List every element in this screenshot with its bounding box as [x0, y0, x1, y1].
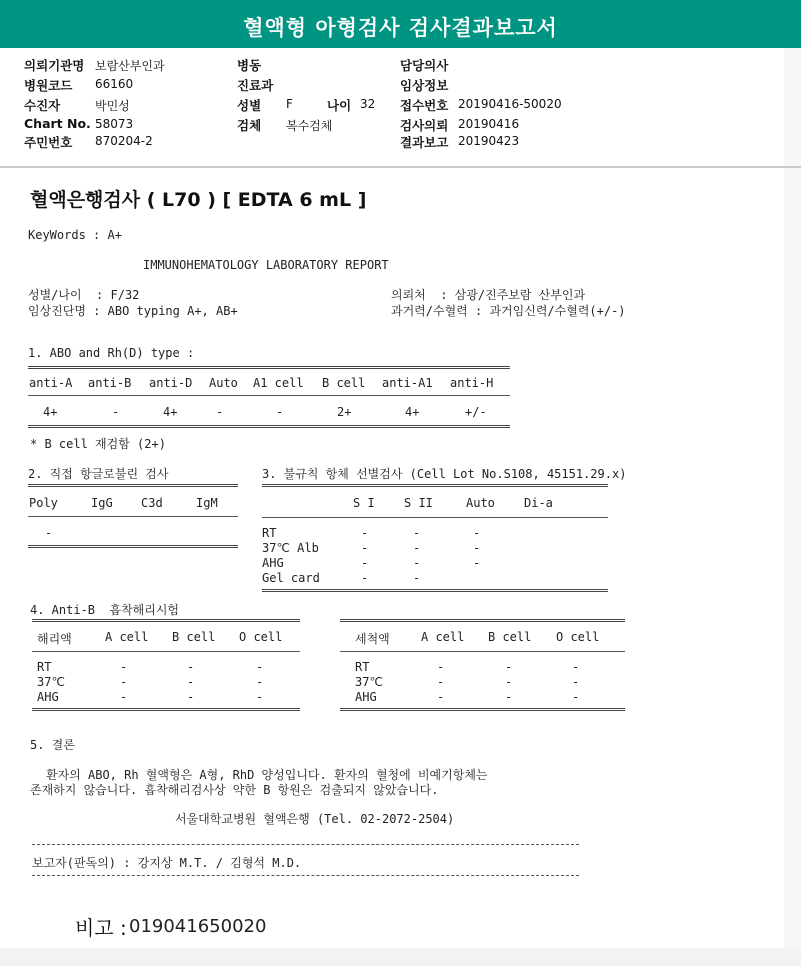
header-value: 66160: [95, 77, 134, 91]
header-value: 58073: [95, 117, 134, 131]
s1-header: anti-A: [29, 376, 73, 390]
s3-cell: -: [413, 526, 421, 540]
s4-cell: -: [256, 660, 264, 674]
s4-cell: -: [505, 660, 513, 674]
s1-value: -: [216, 405, 224, 419]
header-label: 진료과: [237, 78, 274, 93]
s4-cell: -: [187, 675, 195, 689]
s1-value: 2+: [337, 405, 352, 419]
s1-value: 4+: [163, 405, 178, 419]
header-label: 병원코드: [24, 78, 73, 93]
s1-header: anti-H: [450, 376, 494, 390]
s3-cell: -: [361, 556, 369, 570]
s1-header: B cell: [322, 376, 366, 390]
s3-cell: -: [413, 571, 421, 585]
section-title: 혈액은행검사 ( L70 ) [ EDTA 6 mL ]: [30, 189, 367, 211]
header-value: 20190423: [458, 134, 520, 148]
s2-header: C3d: [141, 496, 163, 510]
s3-cell: -: [473, 556, 481, 570]
header-label: Chart No.: [24, 116, 91, 131]
s4-row-label: AHG: [37, 690, 59, 704]
s3-row-label: AHG: [262, 556, 284, 570]
remark-label: 비고 :: [75, 916, 127, 940]
rule: [262, 589, 608, 592]
s3-cell: -: [361, 571, 369, 585]
rule: [340, 651, 625, 652]
s3-row-label: 37℃ Alb: [262, 541, 319, 555]
header-label: 검체: [237, 118, 262, 133]
rule: [28, 395, 510, 396]
s1-note: * B cell 재검함 (2+): [30, 437, 166, 451]
header-label: 나이: [327, 98, 352, 113]
s3-header: Di-a: [524, 496, 553, 510]
s4-header: O cell: [239, 630, 283, 644]
rule: [32, 708, 300, 711]
s4-row-label: RT: [37, 660, 52, 674]
s4-cell: -: [187, 660, 195, 674]
header-label: 주민번호: [24, 135, 73, 150]
s3-cell: -: [473, 526, 481, 540]
remark-value: 019041650020: [129, 916, 267, 937]
bottom-bar: [0, 948, 801, 966]
header-label: 담당의사: [400, 58, 449, 73]
s4-cell: -: [572, 660, 580, 674]
section-3-title: 3. 불규칙 항체 선별검사 (Cell Lot No.S108, 45151.29.x): [262, 467, 627, 481]
s1-header: Auto: [209, 376, 238, 390]
s1-value: -: [276, 405, 284, 419]
reporter: 보고자(판독의) : 강지상 M.T. / 김형석 M.D.: [32, 856, 302, 870]
s4-row-label: 37℃: [37, 675, 65, 689]
rule: [32, 619, 300, 622]
s4-cell: -: [437, 675, 445, 689]
rule: [28, 545, 238, 548]
s1-header: A1 cell: [253, 376, 304, 390]
s3-row-label: RT: [262, 526, 277, 540]
s4-cell: -: [120, 690, 128, 704]
s4-cell: -: [120, 660, 128, 674]
header-divider: [0, 166, 801, 168]
header-value: 20190416-50020: [458, 97, 562, 111]
rule: [340, 708, 625, 711]
s4-cell: -: [120, 675, 128, 689]
header-value: 보람산부인과: [95, 59, 165, 73]
s4-header: O cell: [556, 630, 600, 644]
s3-cell: -: [413, 541, 421, 555]
rule: [32, 875, 579, 876]
rule: [262, 517, 608, 518]
s3-cell: -: [413, 556, 421, 570]
s3-header: S II: [404, 496, 433, 510]
header-label: 결과보고: [400, 135, 449, 150]
rule: [28, 516, 238, 517]
report-heading: IMMUNOHEMATOLOGY LABORATORY REPORT: [143, 258, 389, 272]
s3-row-label: Gel card: [262, 571, 320, 585]
s3-cell: -: [361, 526, 369, 540]
header-label: 검사의뢰: [400, 118, 449, 133]
header-label: 병동: [237, 58, 262, 73]
s4-cell: -: [437, 690, 445, 704]
s2-header: IgM: [196, 496, 218, 510]
referrer: 의뢰처 : 삼광/진주보람 산부인과: [391, 288, 586, 302]
s4-header: B cell: [172, 630, 216, 644]
s3-cell: -: [361, 541, 369, 555]
s4-cell: -: [187, 690, 195, 704]
s4-cell: -: [505, 675, 513, 689]
s4-cell: -: [256, 690, 264, 704]
header-label: 수진자: [24, 98, 61, 113]
conclusion-line: 환자의 ABO, Rh 혈액형은 A형, RhD 양성입니다. 환자의 혈청에 비예기항체는: [46, 768, 488, 782]
page-edge: [784, 48, 801, 966]
rule: [32, 651, 300, 652]
section-2-title: 2. 직접 항글로불린 검사: [28, 467, 169, 481]
header-value: 복수검체: [286, 119, 333, 133]
header-label: 임상정보: [400, 78, 449, 93]
header-value: 20190416: [458, 117, 520, 131]
hospital-contact: 서울대학교병원 혈액은행 (Tel. 02-2072-2504): [175, 812, 455, 826]
s4-cell: -: [437, 660, 445, 674]
s4-cell: -: [572, 690, 580, 704]
s1-value: 4+: [43, 405, 58, 419]
s4-row-label: 37℃: [355, 675, 383, 689]
s1-value: +/-: [465, 405, 487, 419]
transfusion-history: 과거력/수혈력 : 과거임신력/수혈력(+/-): [391, 304, 626, 318]
s1-header: anti-A1: [382, 376, 433, 390]
section-4-title: 4. Anti-B 흡착해리시험: [30, 603, 180, 617]
header-label: 접수번호: [400, 98, 449, 113]
s4-cell: -: [572, 675, 580, 689]
section-1-title: 1. ABO and Rh(D) type :: [28, 346, 195, 360]
header-value: 박민성: [95, 99, 130, 113]
rule: [340, 619, 625, 622]
s1-header: anti-D: [149, 376, 193, 390]
s4-row-label: RT: [355, 660, 370, 674]
rule: [28, 366, 510, 369]
s4-row-label: AHG: [355, 690, 377, 704]
section-5-title: 5. 결론: [30, 738, 75, 752]
rule: [262, 484, 608, 487]
s4-header: 해리액: [37, 632, 72, 646]
s1-value: 4+: [405, 405, 420, 419]
s4-header: 세척액: [355, 632, 390, 646]
s4-cell: -: [256, 675, 264, 689]
sex-age: 성별/나이 : F/32: [28, 288, 140, 302]
header-value: 870204-2: [95, 134, 153, 148]
conclusion-line: 존재하지 않습니다. 흡착해리검사상 약한 B 항원은 검출되지 않았습니다.: [30, 783, 439, 797]
s3-header: Auto: [466, 496, 495, 510]
rule: [28, 425, 510, 428]
s3-header: S I: [353, 496, 375, 510]
s4-header: B cell: [488, 630, 532, 644]
header-value: 32: [360, 97, 376, 111]
s3-cell: -: [473, 541, 481, 555]
header-label: 의뢰기관명: [24, 58, 85, 73]
rule: [32, 844, 579, 845]
s2-header: Poly: [29, 496, 58, 510]
s4-header: A cell: [421, 630, 465, 644]
s4-cell: -: [505, 690, 513, 704]
header-value: F: [286, 97, 293, 111]
clinical-diagnosis: 임상진단명 : ABO typing A+, AB+: [28, 304, 238, 318]
s2-value: -: [45, 526, 53, 540]
s1-value: -: [112, 405, 120, 419]
s4-header: A cell: [105, 630, 149, 644]
keywords: KeyWords : A+: [28, 228, 122, 242]
header-label: 성별: [237, 98, 262, 113]
rule: [28, 484, 238, 487]
report-title: 혈액형 아형검사 검사결과보고서: [243, 16, 558, 40]
s1-header: anti-B: [88, 376, 132, 390]
s2-header: IgG: [91, 496, 113, 510]
